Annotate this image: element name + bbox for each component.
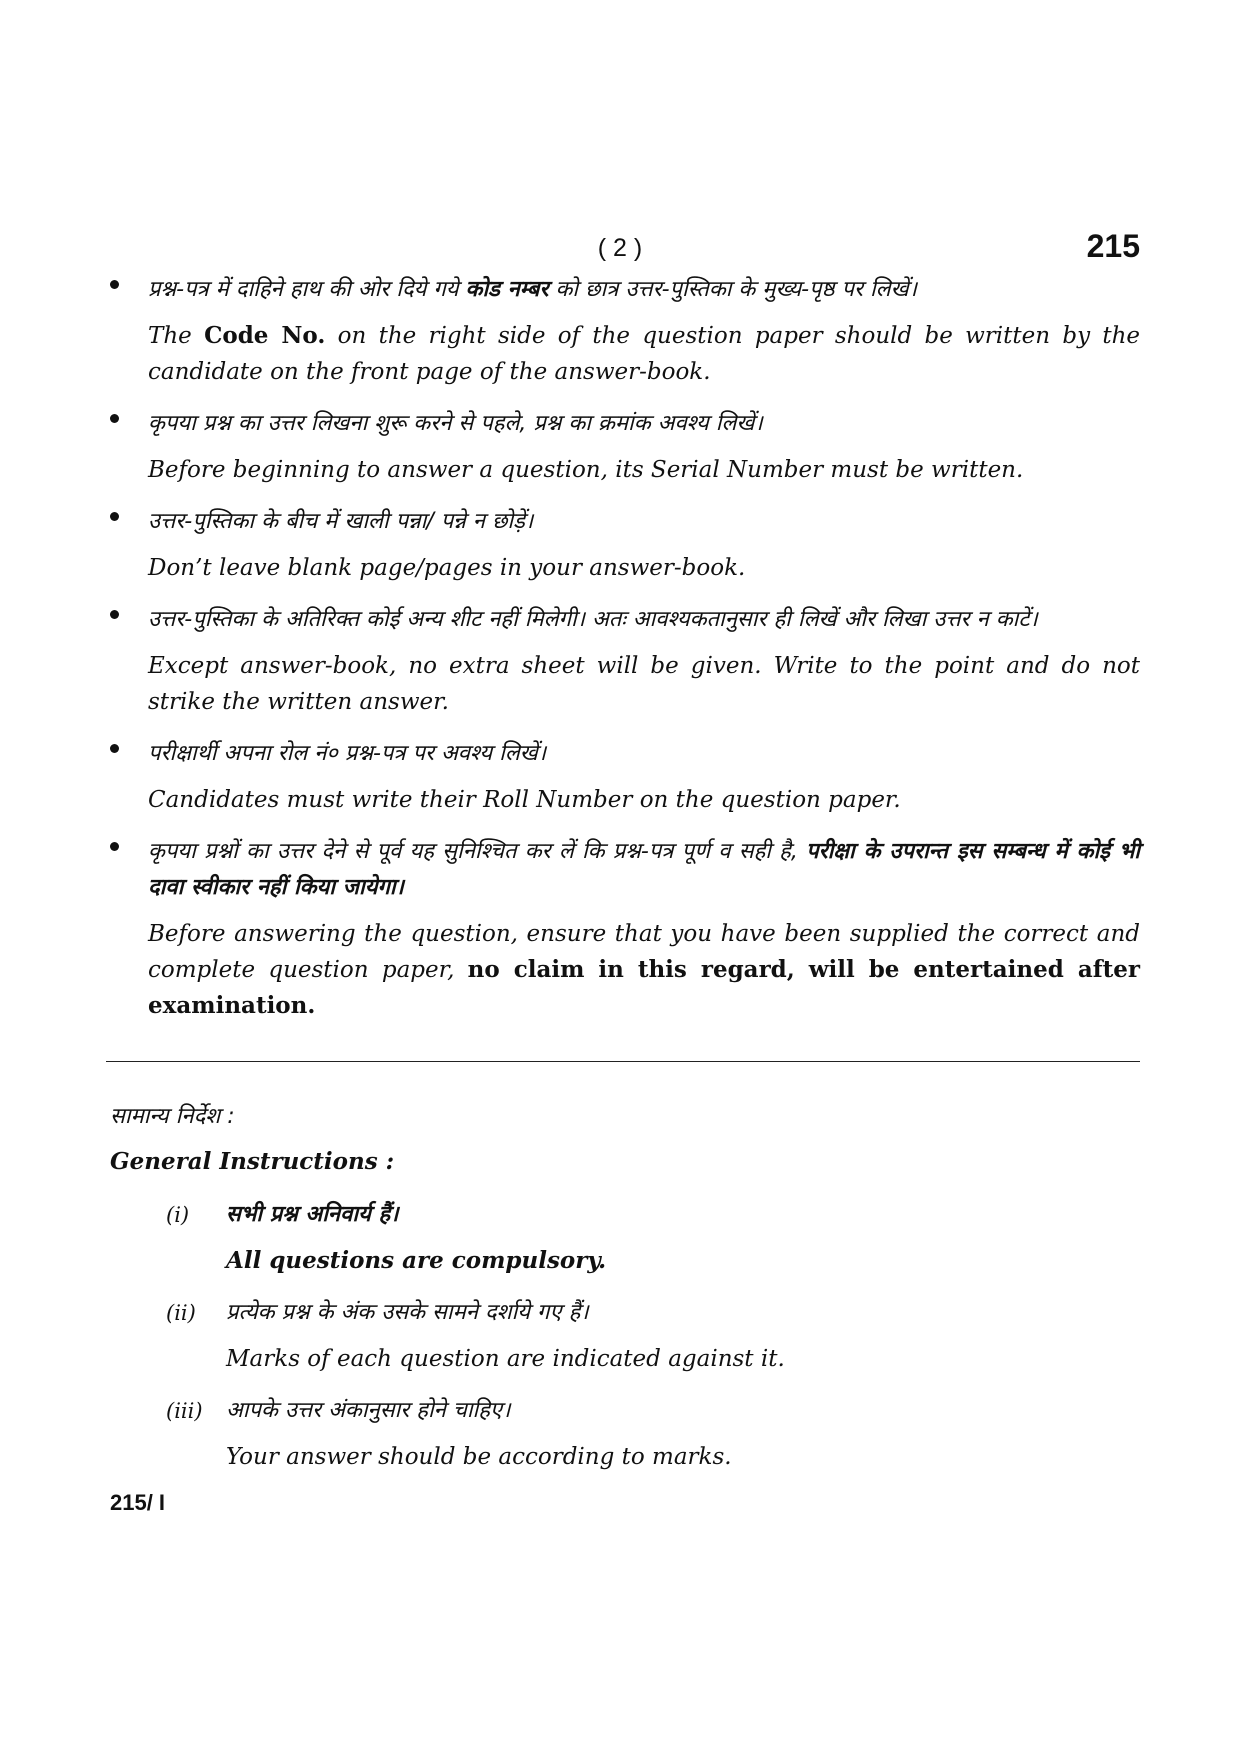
instruction-hindi: परीक्षार्थी अपना रोल नं० प्रश्न-पत्र पर अवश्य लिखें। [148, 741, 547, 766]
instruction-list [104, 272, 1140, 1040]
instruction-english: Don’t leave blank page/pages in your answer-book. [148, 555, 746, 581]
item-english: All questions are compulsory. [226, 1247, 607, 1274]
general-instructions [110, 1100, 1140, 1491]
section-divider [106, 1061, 1140, 1062]
page-number: ( 2 ) [597, 234, 643, 262]
instruction-english: Before beginning to answer a question, its Serial Number must be written. [148, 457, 1024, 483]
bullet-icon [110, 744, 119, 753]
bullet-icon [110, 512, 119, 521]
instruction-english: Before answering the question, ensure that you have been supplied the correct and complete question paper, no claim in this regard, will be entertained after examination. [148, 921, 1140, 1019]
footer-code: 215/ I [110, 1490, 166, 1515]
instruction-english: Except answer-book, no extra sheet will be given. Write to the point and do not strike the written answer. [148, 653, 1140, 715]
item-english: Marks of each question are indicated against it. [226, 1346, 785, 1372]
bullet-icon [110, 610, 119, 619]
instruction-hindi: उत्तर-पुस्तिका के अतिरिक्त कोई अन्य शीट नहीं मिलेगी। अतः आवश्यकतानुसार ही लिखें और लिखा उत्तर न काटें। [148, 607, 1038, 632]
instruction-english: The Code No. on the right side of the question paper should be written by the candidate on the front page of the answer-book. [148, 322, 1141, 385]
instruction-item [104, 406, 1140, 488]
instruction-item [104, 736, 1140, 818]
item-number: (ii) [166, 1301, 196, 1325]
bullet-icon [110, 842, 119, 851]
bullet-icon [110, 414, 119, 423]
instruction-item [104, 504, 1140, 586]
general-item [110, 1295, 1140, 1377]
instruction-hindi: कृपया प्रश्न का उत्तर लिखना शुरू करने से पहले, प्रश्न का क्रमांक अवश्य लिखें। [148, 411, 763, 436]
item-hindi: प्रत्येक प्रश्न के अंक उसके सामने दर्शाये गए हैं। [226, 1300, 589, 1325]
item-number: (iii) [166, 1399, 203, 1423]
instruction-hindi: प्रश्न-पत्र में दाहिने हाथ की ओर दिये गये कोड नम्बर को छात्र उत्तर-पुस्तिका के मुख्य-पृष्ठ पर लिखें। [148, 277, 917, 302]
instruction-item [104, 272, 1140, 390]
item-hindi: आपके उत्तर अंकानुसार होने चाहिए। [226, 1398, 511, 1423]
general-heading-hindi: सामान्य निर्देश : [110, 1104, 235, 1129]
item-english: Your answer should be according to marks. [226, 1444, 732, 1470]
bullet-icon [110, 280, 119, 289]
general-item [110, 1393, 1140, 1475]
instruction-hindi: उत्तर-पुस्तिका के बीच में खाली पन्ना/ पन्ने न छोड़ें। [148, 509, 534, 534]
general-heading-english: General Instructions : [110, 1148, 395, 1175]
instruction-item [104, 602, 1140, 720]
instruction-english: Candidates must write their Roll Number on the question paper. [148, 787, 901, 813]
item-hindi: सभी प्रश्न अनिवार्य हैं। [226, 1202, 399, 1227]
instruction-item [104, 834, 1140, 1024]
paper-code: 215 [1086, 228, 1140, 264]
instruction-hindi: कृपया प्रश्नों का उत्तर देने से पूर्व यह सुनिश्चित कर लें कि प्रश्न-पत्र पूर्ण व सही है, परीक्षा के उपरान्त इस सम्बन्ध में कोई भी दावा स्वीकार नहीं किया जायेगा। [148, 839, 1140, 900]
item-number: (i) [166, 1203, 190, 1227]
general-item [110, 1197, 1140, 1279]
